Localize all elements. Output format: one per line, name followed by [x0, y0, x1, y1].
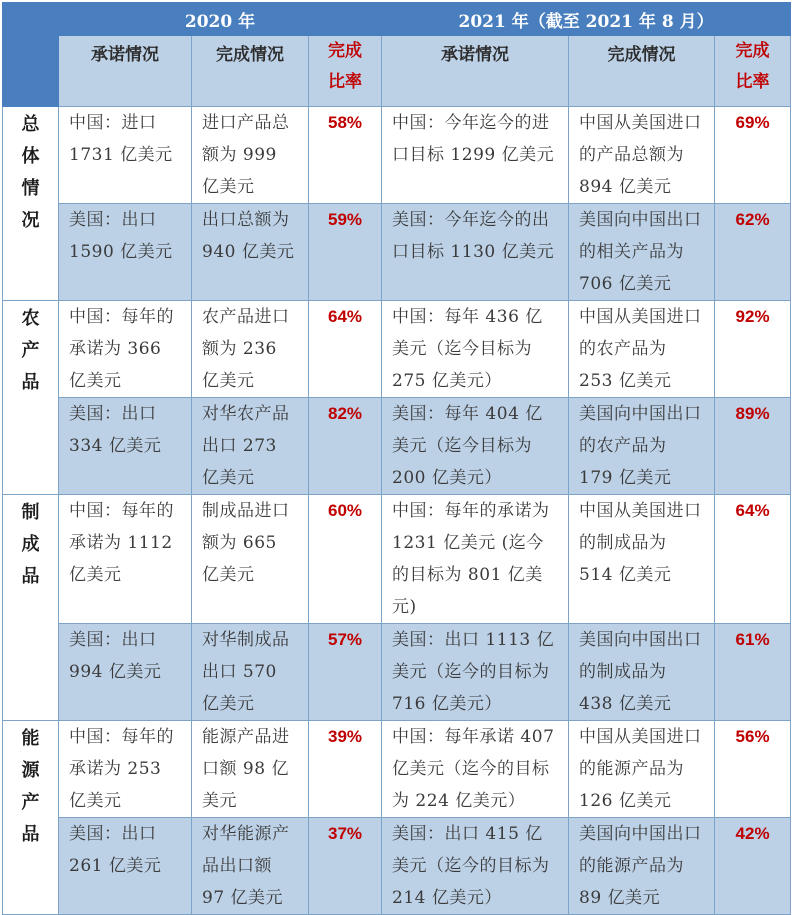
table-row [3, 624, 791, 721]
cell-2021-rate: 61% [715, 624, 791, 721]
cell-2021-rate: 42% [715, 818, 791, 915]
cell-2020-commitment: 美国：出口 261 亿美元 [59, 818, 192, 915]
table-row [3, 495, 791, 624]
cell-2020-completion: 出口总额为 940 亿美元 [192, 204, 309, 301]
cell-2020-completion: 农产品进口额为 236 亿美元 [192, 301, 309, 398]
table-row [3, 721, 791, 818]
cell-2021-commitment: 美国：出口 415 亿美元（迄今的目标为 214 亿美元） [382, 818, 569, 915]
cell-2020-completion: 能源产品进口额 98 亿美元 [192, 721, 309, 818]
cell-2021-completion: 美国向中国出口的农产品为 179 亿美元 [569, 398, 715, 495]
header-year-2021: 2021 年（截至 2021 年 8 月） [382, 3, 791, 36]
cell-2021-rate: 92% [715, 301, 791, 398]
table-row [3, 204, 791, 301]
cell-2020-commitment: 中国：每年的承诺为 253 亿美元 [59, 721, 192, 818]
header-rate-2020 [309, 36, 382, 107]
cell-2020-completion: 对华能源产品出口额 97 亿美元 [192, 818, 309, 915]
table-row [3, 398, 791, 495]
cell-2021-rate: 56% [715, 721, 791, 818]
cell-2020-rate: 39% [309, 721, 382, 818]
category-label-overall [3, 107, 59, 301]
cell-2020-commitment: 美国：出口 1590 亿美元 [59, 204, 192, 301]
cell-2020-commitment: 中国：每年的承诺为 1112 亿美元 [59, 495, 192, 624]
header-corner [3, 3, 59, 107]
table-row [3, 818, 791, 915]
cell-2021-commitment: 美国：出口 1113 亿美元（迄今的目标为 716 亿美元） [382, 624, 569, 721]
header-completion-2020: 完成情况 [192, 36, 309, 107]
cell-2021-completion: 美国向中国出口的能源产品为 89 亿美元 [569, 818, 715, 915]
cell-2020-rate: 64% [309, 301, 382, 398]
cell-2020-completion: 进口产品总额为 999 亿美元 [192, 107, 309, 204]
cell-2021-commitment: 美国：今年迄今的出口目标 1130 亿美元 [382, 204, 569, 301]
cell-2021-rate: 69% [715, 107, 791, 204]
table-row [3, 301, 791, 398]
header-year-2020: 2020 年 [59, 3, 382, 36]
cell-2020-commitment: 中国：进口 1731 亿美元 [59, 107, 192, 204]
category-label-text: 总 体 情 况 [21, 114, 40, 231]
cell-2021-rate: 64% [715, 495, 791, 624]
cell-2020-completion: 制成品进口额为 665 亿美元 [192, 495, 309, 624]
cell-2021-completion: 中国从美国进口的产品总额为 894 亿美元 [569, 107, 715, 204]
cell-2021-commitment: 中国：每年 436 亿美元（迄今目标为 275 亿美元） [382, 301, 569, 398]
header-rate-line2: 比率 [328, 72, 363, 92]
header-completion-2021: 完成情况 [569, 36, 715, 107]
header-rate-2021 [715, 36, 791, 107]
header-rate-line1: 完成 [328, 41, 363, 61]
cell-2021-completion: 中国从美国进口的农产品为 253 亿美元 [569, 301, 715, 398]
cell-2020-rate: 59% [309, 204, 382, 301]
cell-2020-commitment: 美国：出口 334 亿美元 [59, 398, 192, 495]
cell-2020-commitment: 中国：每年的承诺为 366 亿美元 [59, 301, 192, 398]
cell-2021-completion: 中国从美国进口的能源产品为 126 亿美元 [569, 721, 715, 818]
cell-2020-completion: 对华农产品出口 273 亿美元 [192, 398, 309, 495]
cell-2021-rate: 62% [715, 204, 791, 301]
header-rate-line1: 完成 [735, 41, 770, 61]
cell-2020-rate: 57% [309, 624, 382, 721]
header-commitment-2021: 承诺情况 [382, 36, 569, 107]
trade-commitment-table [2, 2, 791, 915]
cell-2020-commitment: 美国：出口 994 亿美元 [59, 624, 192, 721]
category-label-agriculture [3, 301, 59, 495]
cell-2021-commitment: 中国：每年的承诺为 1231 亿美元 (迄今的目标为 801 亿美元) [382, 495, 569, 624]
cell-2020-rate: 37% [309, 818, 382, 915]
cell-2021-commitment: 美国：每年 404 亿美元（迄今目标为 200 亿美元） [382, 398, 569, 495]
cell-2020-rate: 58% [309, 107, 382, 204]
cell-2020-rate: 60% [309, 495, 382, 624]
cell-2020-completion: 对华制成品出口 570 亿美元 [192, 624, 309, 721]
cell-2021-commitment: 中国：今年迄今的进口目标 1299 亿美元 [382, 107, 569, 204]
table-row [3, 107, 791, 204]
cell-2021-completion: 美国向中国出口的相关产品为 706 亿美元 [569, 204, 715, 301]
category-label-text: 制 成 品 [21, 502, 40, 587]
cell-2021-commitment: 中国：每年承诺 407 亿美元（迄今的目标为 224 亿美元） [382, 721, 569, 818]
header-rate-line2: 比率 [735, 72, 770, 92]
header-commitment-2020: 承诺情况 [59, 36, 192, 107]
category-label-text: 能 源 产 品 [21, 728, 40, 845]
cell-2020-rate: 82% [309, 398, 382, 495]
cell-2021-completion: 美国向中国出口的制成品为 438 亿美元 [569, 624, 715, 721]
cell-2021-rate: 89% [715, 398, 791, 495]
category-label-manufactured [3, 495, 59, 721]
category-label-energy [3, 721, 59, 915]
cell-2021-completion: 中国从美国进口的制成品为 514 亿美元 [569, 495, 715, 624]
category-label-text: 农 产 品 [21, 308, 40, 393]
